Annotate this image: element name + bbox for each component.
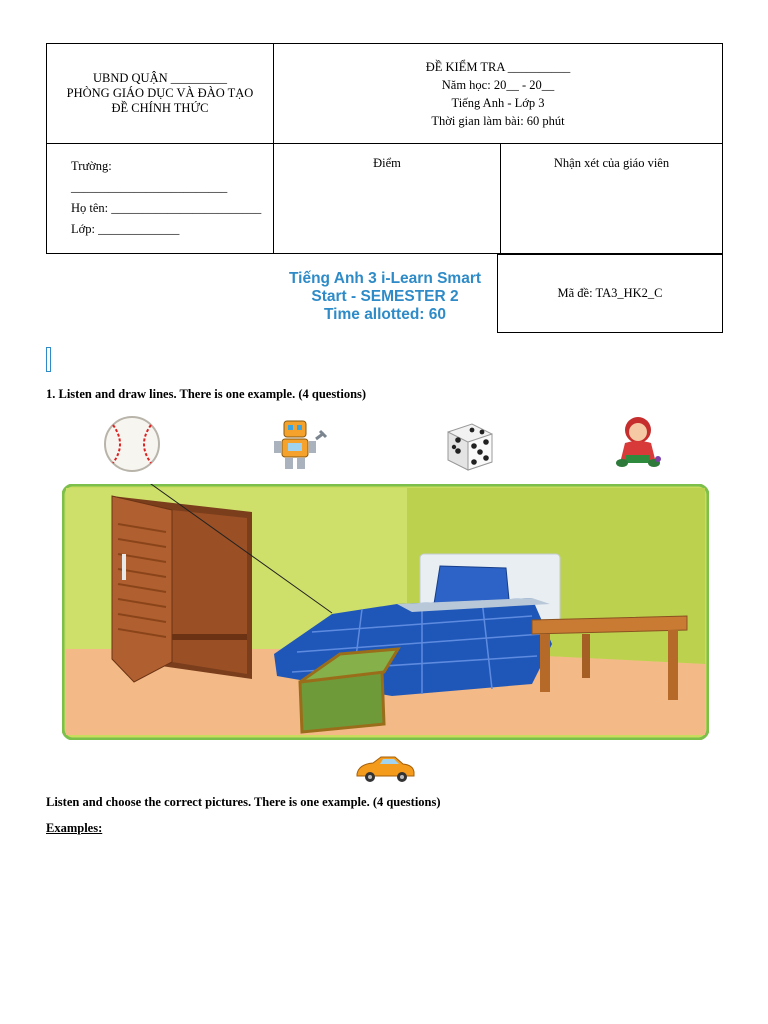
- title-line-1: Tiếng Anh 3 i-Learn Smart: [288, 270, 482, 287]
- comment-cell: [501, 144, 723, 254]
- comment-label: Nhận xét của giáo viên: [553, 156, 670, 170]
- score-label: Điểm: [373, 156, 401, 170]
- header-left-cell: [47, 44, 274, 144]
- school-year: Năm học: 20__ - 20__: [441, 78, 555, 92]
- title-line-2: Start - SEMESTER 2: [311, 288, 459, 305]
- school-label: Trường:: [71, 159, 112, 173]
- name-field: Họ tên: ________________________: [71, 201, 262, 215]
- baseball-icon: [101, 415, 163, 473]
- duration: Thời gian làm bài: 60 phút: [431, 114, 565, 128]
- dice-icon: [442, 420, 498, 472]
- subject-grade: Tiếng Anh - Lớp 3: [451, 96, 545, 110]
- district-line: UBND QUẬN _________: [92, 71, 228, 85]
- header-table: [46, 43, 723, 254]
- department-line: PHÒNG GIÁO DỤC VÀ ĐÀO TẠO: [66, 86, 254, 100]
- question-2-instruction: Listen and choose the correct pictures. There is one example. (4 questions): [46, 795, 441, 809]
- official-line: ĐỀ CHÍNH THỨC: [111, 101, 209, 115]
- question-1-instruction: 1. Listen and draw lines. There is one example. (4 questions): [46, 387, 367, 401]
- score-cell: [274, 144, 501, 254]
- exam-code: Mã đề: TA3_HK2_C: [557, 286, 663, 300]
- class-field: Lớp: _____________: [71, 222, 180, 236]
- robot-icon: [270, 417, 328, 473]
- student-info-cell: [47, 144, 274, 254]
- bedroom-scene: [62, 484, 709, 740]
- title-line-3: Time allotted: 60: [323, 306, 447, 323]
- text-cursor-mark: [46, 347, 51, 372]
- school-field: _________________________: [71, 180, 228, 194]
- examples-label: Examples:: [46, 821, 103, 835]
- header-right-cell: [274, 44, 723, 144]
- exam-title: ĐỀ KIỂM TRA __________: [425, 60, 571, 74]
- doll-icon: [612, 415, 668, 473]
- car-icon: [353, 754, 417, 784]
- exam-code-box: [497, 254, 723, 333]
- test-title: [260, 270, 510, 324]
